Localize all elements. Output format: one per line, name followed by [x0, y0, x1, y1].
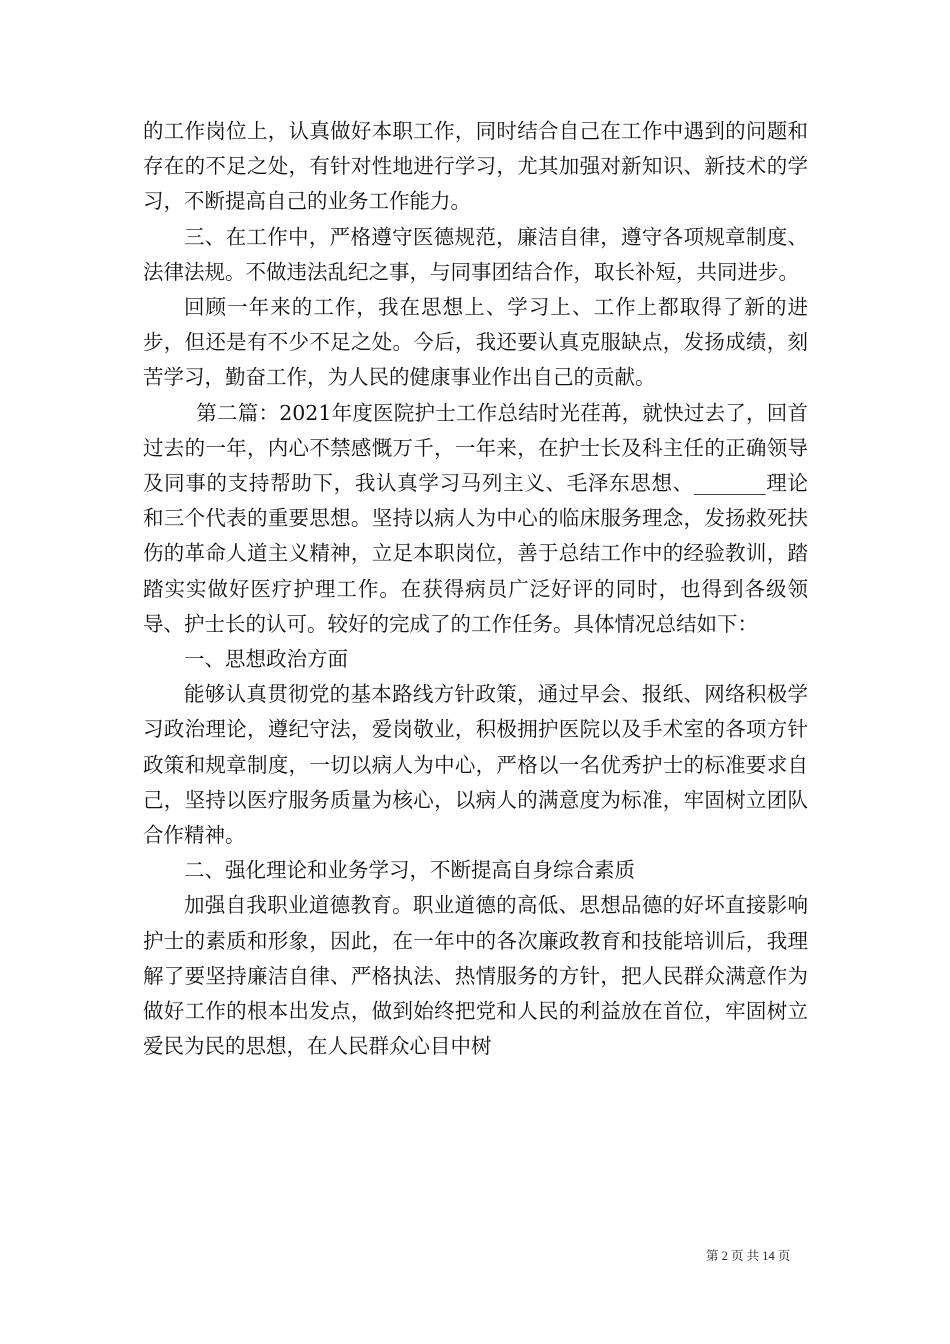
document-body: [143, 114, 808, 1064]
paragraph-review: 回顾一年来的工作，我在思想上、学习上、工作上都取得了新的进步，但还是有不少不足之处。今后，我还要认真克服缺点，发扬成绩，刻苦学习，勤奋工作，为人民的健康事业作出自己的贡献。: [143, 295, 808, 390]
paragraph-continuation: 的工作岗位上，认真做好本职工作，同时结合自己在工作中遇到的问题和存在的不足之处，有针对性地进行学习，尤其加强对新知识、新技术的学习，不断提高自己的业务工作能力。: [143, 119, 808, 214]
heading-political-thought: 一、思想政治方面: [184, 647, 348, 672]
heading-study: 二、强化理论和业务学习，不断提高自身综合素质: [184, 858, 635, 883]
paragraph-ethics-education: 加强自我职业道德教育。职业道德的高低、思想品德的好坏直接影响护士的素质和形象，因此，在一年中的各次廉政教育和技能培训后，我理解了要坚持廉洁自律、严格执法、热情服务的方针，把人民群众满意作为做好工作的根本出发点，做到始终把党和人民的利益放在首位，牢固树立爱民为民的思想，在人民群众心目中树: [143, 893, 808, 1059]
paragraph-part-two-intro: 第二篇：2021年度医院护士工作总结时光荏苒，就快过去了，回首过去的一年，内心不禁感慨万千，一年来，在护士长及科主任的正确领导及同事的支持帮助下，我认真学习马列主义、毛泽东思想、_______理论和三个代表的重要思想。坚持以病人为中心的临床服务理念，发扬救死扶伤的革命人道主义精神，立足本职岗位，善于总结工作中的经验教训，踏踏实实做好医疗护理工作。在获得病员广泛好评的同时，也得到各级领导、护士长的认可。较好的完成了的工作任务。具体情况总结如下：: [143, 400, 808, 636]
paragraph-section-three: 三、在工作中，严格遵守医德规范，廉洁自律，遵守各项规章制度、法律法规。不做违法乱纪之事，与同事团结合作，取长补短，共同进步。: [143, 224, 808, 284]
page-number: 第 2 页 共 14 页: [706, 1249, 791, 1263]
paragraph-political-thought: 能够认真贯彻党的基本路线方针政策，通过早会、报纸、网络积极学习政治理论，遵纪守法，爱岗敬业，积极拥护医院以及手术室的各项方针政策和规章制度，一切以病人为中心，严格以一名优秀护士的标准要求自己，坚持以医疗服务质量为核心，以病人的满意度为标准，牢固树立团队合作精神。: [143, 682, 808, 848]
